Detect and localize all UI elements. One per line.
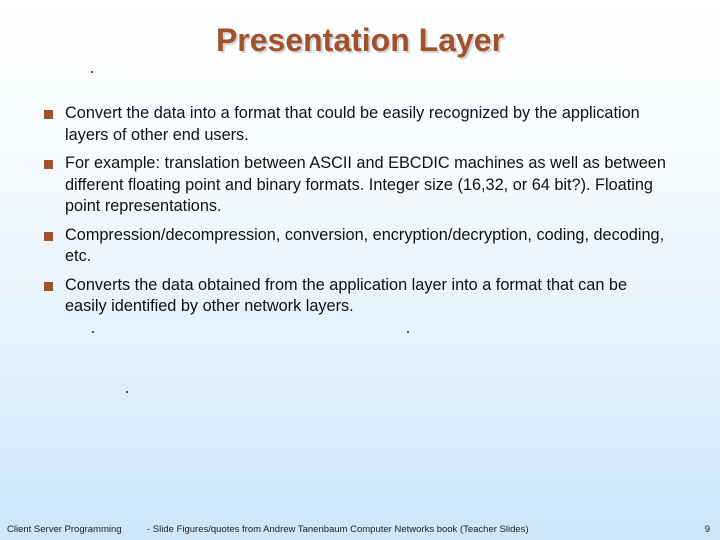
bullet-item [42,225,672,268]
square-bullet-icon [44,282,53,291]
stray-mark [91,71,93,73]
footer-course: Client Server Programming [7,524,122,535]
bullet-text: For example: translation between ASCII and EBCDIC machines as well as between different floating point and binary formats. Integer size (16,32, or 64 bit?). Floating point representations. [65,154,666,215]
bullet-text: Compression/decompression, conversion, encryption/decryption, coding, decoding, etc. [65,225,665,265]
square-bullet-icon [44,232,53,241]
stray-mark [407,331,409,333]
bullet-item [42,275,672,318]
slide-title: Presentation Layer [215,22,505,58]
page-number: 9 [704,524,710,535]
stray-mark [126,391,128,393]
stray-mark [92,331,94,333]
bullet-item [42,153,672,218]
square-bullet-icon [44,160,53,169]
bullet-text: Converts the data obtained from the application layer into a format that can be easily identified by other network layers. [65,275,628,315]
footer-credit: - Slide Figures/quotes from Andrew Tanenbaum Computer Networks book (Teacher Slides) [147,524,529,535]
bullet-text: Convert the data into a format that could be easily recognized by the application layers of other end users. [65,104,640,144]
bullet-list [42,103,672,325]
bullet-item [42,103,672,146]
square-bullet-icon [44,110,53,119]
